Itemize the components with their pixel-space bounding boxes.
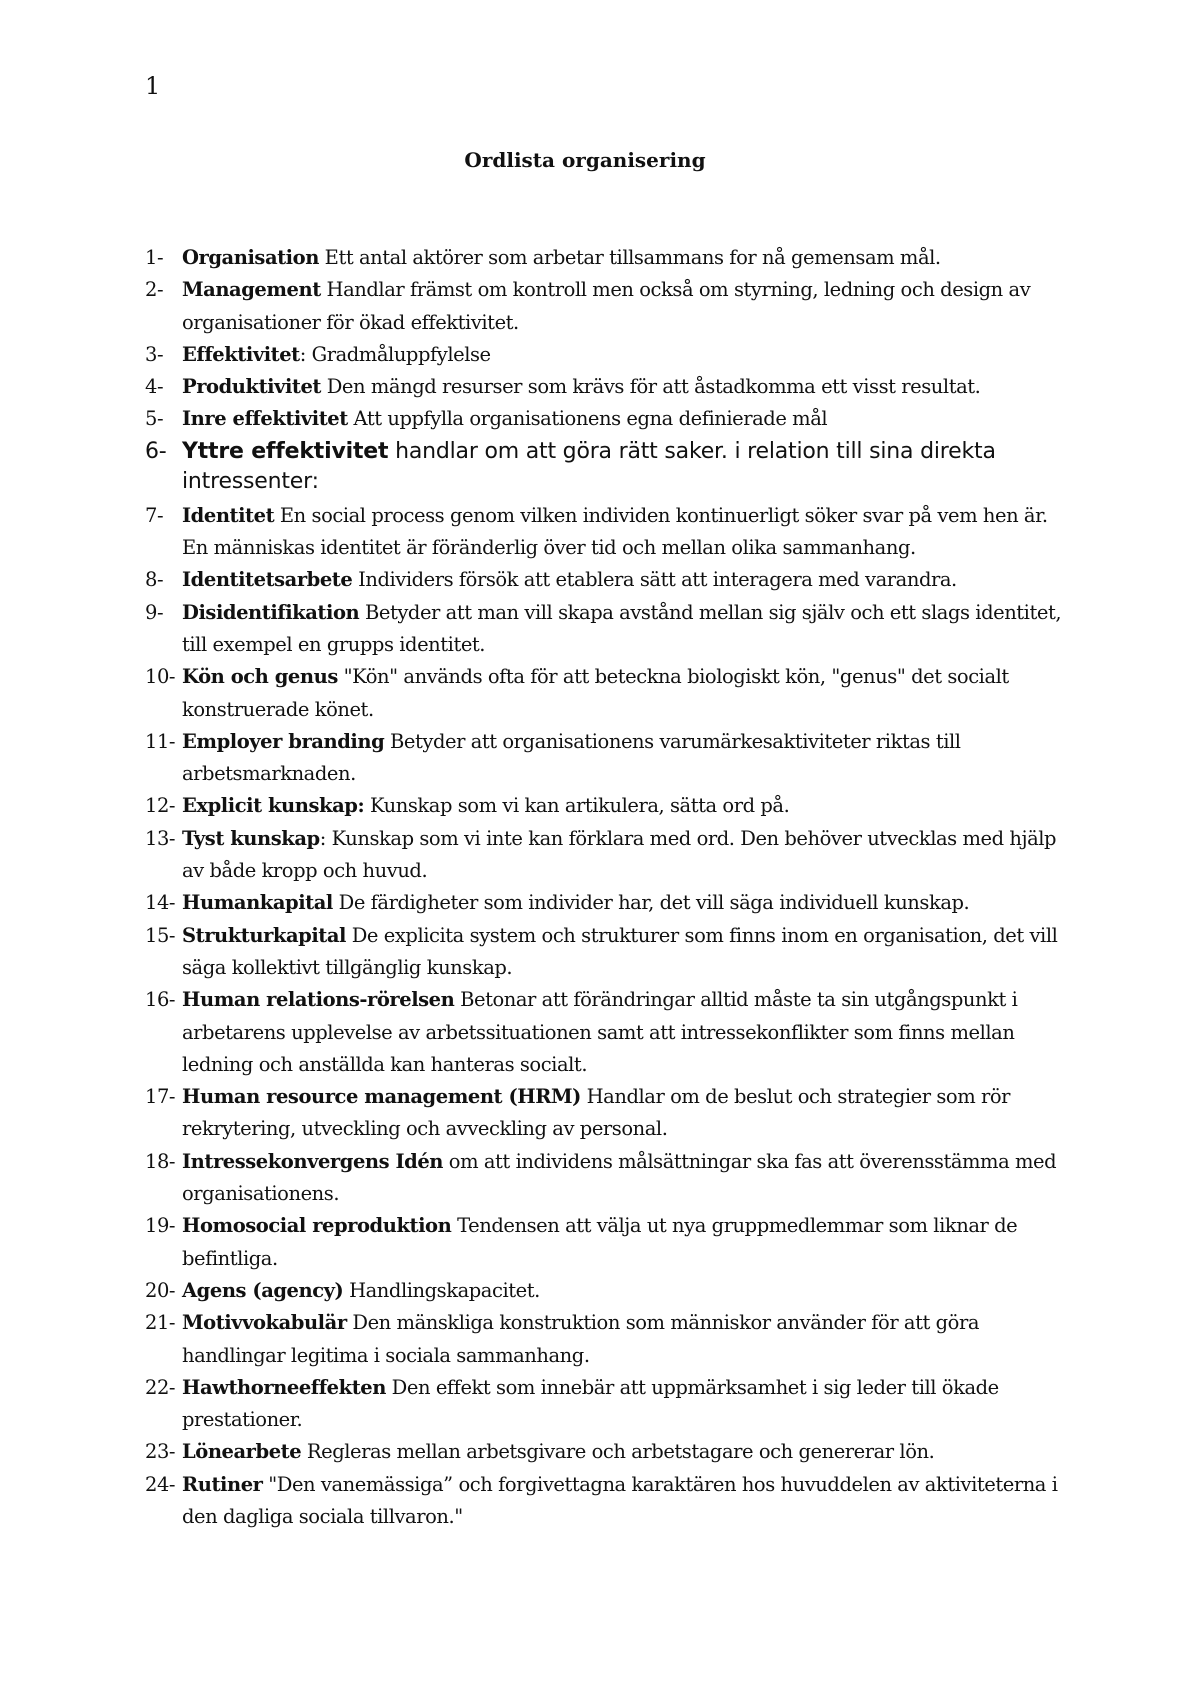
glossary-entry <box>145 274 1065 339</box>
entry-body <box>182 564 1065 596</box>
glossary-entry <box>145 984 1065 1081</box>
entry-definition: Betonar att förändringar alltid måste ta sin utgångspunkt i arbetarens upplevelse av arbetssituationen samt att intressekonflikter som finns mellan ledning och anställda kan hanteras socialt. <box>182 988 1018 1076</box>
entry-body <box>182 1436 1065 1468</box>
glossary-entry <box>145 564 1065 596</box>
entry-number: 7- <box>145 503 164 527</box>
entry-body <box>182 597 1065 662</box>
entry-body <box>182 242 1065 274</box>
document-title: Ordlista organisering <box>464 148 706 172</box>
entry-definition: : Kunskap som vi inte kan förklara med ord. Den behöver utvecklas med hjälp av både kropp och huvud. <box>182 826 1057 883</box>
page-number: 1 <box>145 72 161 100</box>
entry-definition: Handlar främst om kontroll men också om styrning, ledning och design av organisationer för ökad effektivitet. <box>182 278 1031 334</box>
entry-term: Effektivitet <box>182 342 300 366</box>
entry-definition: Handlar om de beslut och strategier som rör rekrytering, utveckling och avveckling av personal. <box>182 1085 1011 1141</box>
entry-term: Produktivitet <box>182 375 321 399</box>
entry-number: 20- <box>145 1278 176 1302</box>
entry-number: 2- <box>145 278 164 302</box>
glossary-entry <box>145 1469 1065 1534</box>
entry-number: 8- <box>145 568 164 592</box>
entry-term: Tyst kunskap <box>182 826 320 850</box>
glossary-entry <box>145 1146 1065 1211</box>
entry-body <box>182 823 1065 888</box>
entry-definition: En social process genom vilken individen kontinuerligt söker svar på vem hen är. En människas identitet är föränderlig över tid och mellan olika sammanhang. <box>182 503 1048 560</box>
entry-body <box>182 403 1065 435</box>
entry-number: 5- <box>145 407 164 431</box>
entry-term: Yttre effektivitet <box>182 438 389 464</box>
entry-definition: om att individens målsättningar ska fas att överensstämma med organisationens. <box>182 1149 1057 1206</box>
entry-term: Rutiner <box>182 1472 263 1496</box>
entry-number: 21- <box>145 1311 176 1335</box>
entry-body <box>182 1081 1065 1146</box>
entry-definition: Betyder att man vill skapa avstånd mellan sig själv och ett slags identitet, till exempel en grupps identitet. <box>182 600 1062 656</box>
entry-number: 6- <box>145 438 167 464</box>
entry-number: 16- <box>145 988 176 1012</box>
entry-number: 4- <box>145 375 164 399</box>
entry-term: Lönearbete <box>182 1440 302 1464</box>
entry-number: 19- <box>145 1214 176 1238</box>
entry-number: 15- <box>145 923 176 947</box>
entry-term: Explicit kunskap: <box>182 794 365 818</box>
entry-number: 13- <box>145 826 176 850</box>
entry-definition: Den effekt som innebär att uppmärksamhet i sig leder till ökade prestationer. <box>182 1375 999 1432</box>
entry-term: Homosocial reproduktion <box>182 1214 452 1238</box>
entry-definition: Tendensen att välja ut nya gruppmedlemmar som liknar de befintliga. <box>182 1214 1018 1270</box>
entry-number: 24- <box>145 1472 176 1496</box>
glossary-entry <box>145 661 1065 726</box>
glossary-entry <box>145 1081 1065 1146</box>
entry-term: Identitet <box>182 503 275 527</box>
glossary-entry <box>145 500 1065 565</box>
entry-term: Management <box>182 278 321 302</box>
glossary-entry <box>145 242 1065 274</box>
entry-definition: : Gradmåluppfylelse <box>299 342 491 366</box>
entry-body <box>182 437 1065 498</box>
glossary-list <box>145 242 1065 1533</box>
entry-term: Motivvokabulär <box>182 1311 347 1335</box>
entry-body <box>182 1275 1065 1307</box>
entry-term: Hawthorneeffekten <box>182 1375 386 1399</box>
entry-definition: Den mänskliga konstruktion som människor använder för att göra handlingar legitima i sociala sammanhang. <box>182 1311 980 1367</box>
entry-number: 17- <box>145 1085 176 1109</box>
entry-body <box>182 274 1065 339</box>
glossary-entry <box>145 1436 1065 1468</box>
entry-body <box>182 1146 1065 1211</box>
entry-number: 14- <box>145 891 176 915</box>
glossary-entry <box>145 437 1065 498</box>
entry-number: 10- <box>145 665 176 689</box>
entry-number: 23- <box>145 1440 176 1464</box>
entry-term: Disidentifikation <box>182 600 360 624</box>
entry-body <box>182 887 1065 919</box>
entry-number: 1- <box>145 246 164 269</box>
glossary-entry <box>145 1307 1065 1372</box>
glossary-entry <box>145 887 1065 919</box>
glossary-entry <box>145 823 1065 888</box>
entry-number: 9- <box>145 600 164 624</box>
entry-number: 22- <box>145 1375 176 1399</box>
entry-body <box>182 726 1065 791</box>
entry-definition: Kunskap som vi kan artikulera, sätta ord på. <box>364 794 790 818</box>
entry-term: Humankapital <box>182 891 333 915</box>
entry-term: Identitetsarbete <box>182 568 353 592</box>
entry-body <box>182 371 1065 403</box>
glossary-entry <box>145 339 1065 371</box>
entry-body <box>182 1210 1065 1275</box>
entry-body <box>182 790 1065 822</box>
entry-definition: Handlingskapacitet. <box>343 1278 540 1302</box>
glossary-entry <box>145 920 1065 985</box>
entry-body <box>182 500 1065 565</box>
entry-definition: Individers försök att etablera sätt att interagera med varandra. <box>352 568 957 592</box>
entry-definition: "Den vanemässiga” och forgivettagna karaktären hos huvuddelen av aktiviteterna i den dagliga sociala tillvaron." <box>182 1472 1058 1528</box>
entry-body <box>182 1372 1065 1437</box>
entry-term: Human resource management (HRM) <box>182 1085 581 1109</box>
entry-number: 11- <box>145 729 176 753</box>
entry-term: Intressekonvergens Idén <box>182 1149 444 1173</box>
entry-definition: Att uppfylla organisationens egna definierade mål <box>347 407 828 431</box>
entry-term: Agens (agency) <box>182 1278 344 1302</box>
entry-definition: handlar om att göra rätt saker. i relation till sina direkta intressenter: <box>182 438 996 495</box>
glossary-entry <box>145 1372 1065 1437</box>
entry-body <box>182 984 1065 1081</box>
entry-definition: "Kön" används ofta för att beteckna biologiskt kön, "genus" det socialt konstruerade könet. <box>182 665 1009 721</box>
entry-definition: Den mängd resurser som krävs för att åstadkomma ett visst resultat. <box>321 375 981 399</box>
entry-term: Kön och genus <box>182 665 338 689</box>
entry-definition: Regleras mellan arbetsgivare och arbetstagare och genererar lön. <box>301 1440 935 1464</box>
entry-term: Strukturkapital <box>182 923 346 947</box>
entry-term: Inre effektivitet <box>182 407 348 431</box>
entry-definition: De explicita system och strukturer som finns inom en organisation, det vill säga kollektivt tillgänglig kunskap. <box>182 923 1058 979</box>
entry-term: Organisation <box>182 246 319 269</box>
entry-term: Human relations-rörelsen <box>182 988 455 1012</box>
glossary-entry <box>145 1275 1065 1307</box>
entry-term: Employer branding <box>182 729 385 753</box>
glossary-entry <box>145 1210 1065 1275</box>
entry-definition: Ett antal aktörer som arbetar tillsammans for nå gemensam mål. <box>318 246 941 269</box>
glossary-entry <box>145 371 1065 403</box>
glossary-entry <box>145 403 1065 435</box>
entry-definition: De färdigheter som individer har, det vill säga individuell kunskap. <box>332 891 970 915</box>
entry-body <box>182 1307 1065 1372</box>
entry-number: 18- <box>145 1149 176 1173</box>
entry-number: 12- <box>145 794 176 818</box>
entry-number: 3- <box>145 342 164 366</box>
glossary-entry <box>145 790 1065 822</box>
entry-body <box>182 661 1065 726</box>
entry-body <box>182 920 1065 985</box>
entry-body <box>182 1469 1065 1534</box>
entry-definition: Betyder att organisationens varumärkesaktiviteter riktas till arbetsmarknaden. <box>182 729 961 786</box>
glossary-entry <box>145 597 1065 662</box>
glossary-entry <box>145 726 1065 791</box>
entry-body <box>182 339 1065 371</box>
